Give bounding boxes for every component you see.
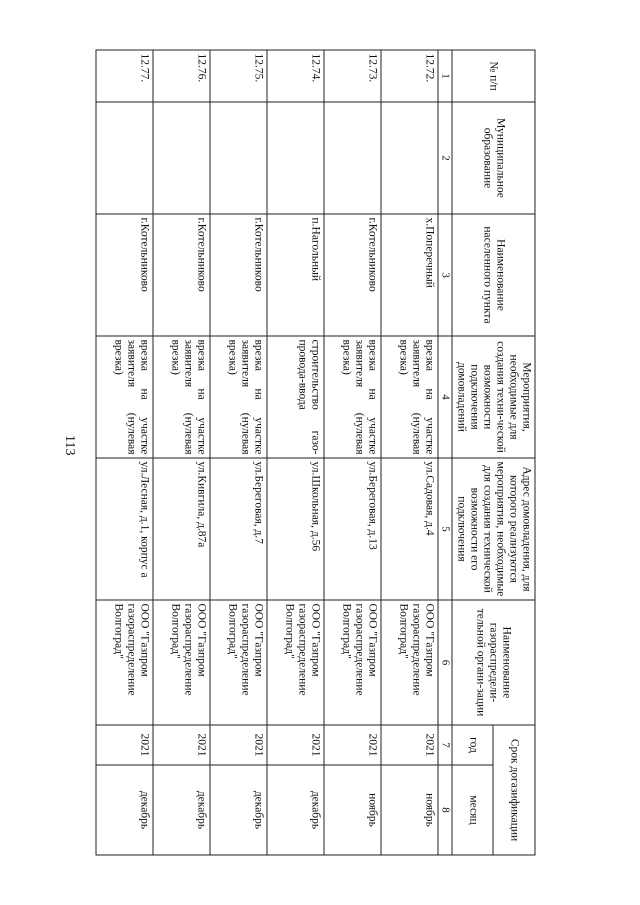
cell-month: декабрь	[96, 765, 153, 855]
cell-year: 2021	[96, 725, 153, 765]
cell-month: ноябрь	[324, 765, 381, 855]
cell-measures: врезка на участке заявителя (нулевая врезка)	[210, 336, 267, 458]
cell-address: ул.Кивгила, д.87а	[153, 458, 210, 600]
cell-org: ООО "Газпром газораспределение Волгоград"	[153, 600, 210, 725]
cell-year: 2021	[381, 725, 438, 765]
cell-year: 2021	[267, 725, 324, 765]
column-number: 3	[438, 214, 452, 336]
cell-municipality	[267, 102, 324, 214]
cell-measures: врезка на участке заявителя (нулевая врезка)	[153, 336, 210, 458]
cell-no: 12.73.	[324, 50, 381, 102]
cell-org: ООО "Газпром газораспределение Волгоград"	[210, 600, 267, 725]
column-number: 7	[438, 725, 452, 765]
cell-month: декабрь	[267, 765, 324, 855]
cell-org: ООО "Газпром газораспределение Волгоград"	[267, 600, 324, 725]
cell-no: 12.77.	[96, 50, 153, 102]
page-number: 113	[62, 435, 77, 456]
table-row	[96, 50, 153, 855]
cell-year: 2021	[210, 725, 267, 765]
cell-no: 12.74.	[267, 50, 324, 102]
cell-settlement: г.Котельниково	[96, 214, 153, 336]
header-measures: Мероприятия, необходимые для создания техни-ческой возможности подключения домовладений	[452, 336, 535, 458]
table-row	[153, 50, 210, 855]
column-number: 1	[438, 50, 452, 102]
cell-measures: врезка на участке заявителя (нулевая врезка)	[324, 336, 381, 458]
header-year: год	[452, 725, 494, 765]
header-month: месяц	[452, 765, 494, 855]
table-row	[381, 50, 438, 855]
column-number: 5	[438, 458, 452, 600]
cell-municipality	[324, 102, 381, 214]
cell-municipality	[210, 102, 267, 214]
cell-municipality	[96, 102, 153, 214]
cell-no: 12.75.	[210, 50, 267, 102]
column-number: 2	[438, 102, 452, 214]
cell-address: ул.Школьная, д.56	[267, 458, 324, 600]
column-number: 6	[438, 600, 452, 725]
cell-month: ноябрь	[381, 765, 438, 855]
table-row	[210, 50, 267, 855]
header-deadline: Срок догазификации	[493, 725, 535, 855]
gasification-table	[95, 50, 535, 856]
cell-settlement: г.Котельниково	[324, 214, 381, 336]
cell-measures: врезка на участке заявителя (нулевая врезка)	[381, 336, 438, 458]
header-org: Наименование газораспредели-тельной органи-зации	[452, 600, 535, 725]
cell-address: ул.Береговая, д.13	[324, 458, 381, 600]
cell-month: декабрь	[153, 765, 210, 855]
cell-settlement: г.Котельниково	[153, 214, 210, 336]
table-row	[267, 50, 324, 855]
column-number: 4	[438, 336, 452, 458]
cell-address: ул.Лесная, д.1, корпус а	[96, 458, 153, 600]
cell-municipality	[381, 102, 438, 214]
cell-no: 12.76.	[153, 50, 210, 102]
header-municipality: Муниципальное образование	[452, 102, 535, 214]
cell-org: ООО "Газпром газораспределение Волгоград"	[324, 600, 381, 725]
cell-municipality	[153, 102, 210, 214]
cell-settlement: г.Котельниково	[210, 214, 267, 336]
cell-no: 12.72.	[381, 50, 438, 102]
table-row	[324, 50, 381, 855]
cell-year: 2021	[153, 725, 210, 765]
column-number: 8	[438, 765, 452, 855]
cell-measures: врезка на участке заявителя (нулевая врезка)	[96, 336, 153, 458]
cell-year: 2021	[324, 725, 381, 765]
header-settlement: Наименование населенного пункта	[452, 214, 535, 336]
header-no: № п/п	[452, 50, 535, 102]
cell-measures: строительство газо-провода-ввода	[267, 336, 324, 458]
cell-settlement: п.Нагольный	[267, 214, 324, 336]
rotated-table-area	[95, 50, 535, 855]
header-address: Адрес домовладения, для которого реализуются мероприятия, необходимые для создания технической возможности его подключения	[452, 458, 535, 600]
cell-org: ООО "Газпром газораспределение Волгоград"	[96, 600, 153, 725]
cell-address: ул.Садовая, д.4	[381, 458, 438, 600]
cell-settlement: х.Поперечный	[381, 214, 438, 336]
cell-address: ул.Береговая, д.7	[210, 458, 267, 600]
cell-month: декабрь	[210, 765, 267, 855]
cell-org: ООО "Газпром газораспределение Волгоград"	[381, 600, 438, 725]
